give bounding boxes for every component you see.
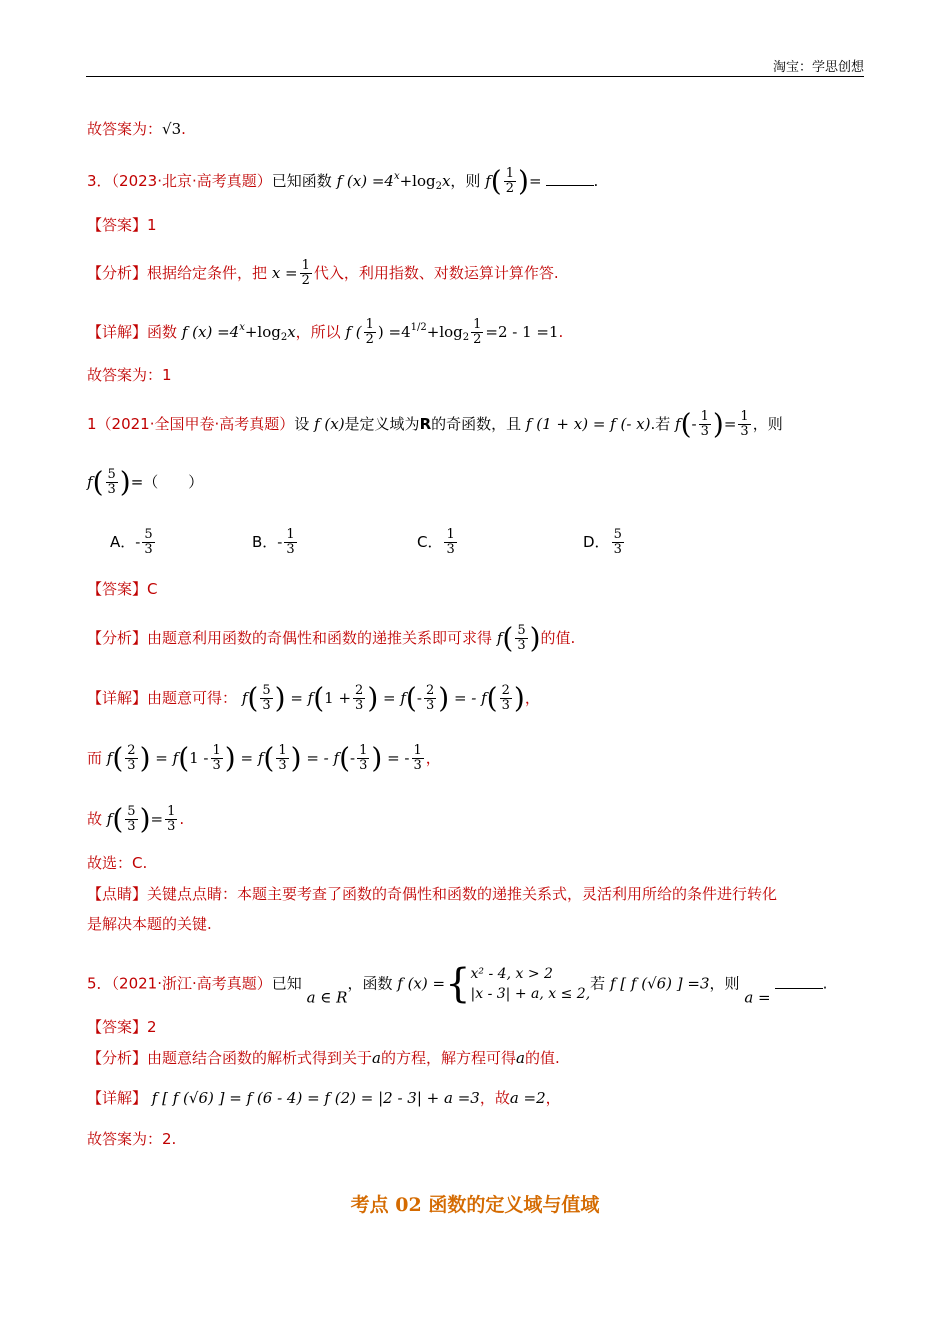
option-c[interactable]: C． $\frac{1}{3}$ — [417, 527, 455, 557]
header-text: 淘宝：学思创想 — [772, 60, 864, 75]
q5-analysis: 【分析】由题意结合函数的解析式得到关于a的方程，解方程可得a的值. — [87, 1049, 560, 1067]
question-number: 3． — [87, 172, 112, 190]
question-4-line2: f( $\frac{5}{3}$ )=（ ） — [87, 465, 204, 499]
section-title: 考点 02 函数的定义域与值域 — [350, 1194, 600, 1216]
option-a[interactable]: A．- $\frac{5}{3}$ — [110, 527, 153, 557]
q5-answer: 【答案】2 — [87, 1018, 157, 1036]
option-d[interactable]: D． $\frac{5}{3}$ — [583, 527, 622, 557]
question-3: 3．（2023·北京·高考真题）已知函数 f $(x) =4^x+\log_2x$，则 f( $\frac{1}{2}$ )= . — [87, 164, 599, 198]
piecewise-cases: x² - 4, x > 2 |x - 3| + a, x ≤ 2, — [470, 966, 591, 1002]
q4-analysis: 【分析】由题意利用函数的奇偶性和函数的递推关系即可求得 f( $\frac{5}{3}$ )的值. — [87, 621, 576, 655]
q4-detail-line3: 故 f( $\frac{5}{3}$ )= $\frac{1}{3}$ . — [87, 802, 185, 836]
q3-detail: 【详解】函数 f $(x) =4^x+\log_2x$，所以 f ( $\frac{1}{2}$ ) $=4^{1/2}+\log_2$ $\frac{1}{2}$ =2 - 1 =1. — [87, 317, 564, 347]
q3-analysis: 【分析】根据给定条件，把 x = $\frac{1}{2}$ 代入，利用指数、对数运算计算作答. — [87, 258, 559, 288]
question-4: 1（2021·全国甲卷·高考真题）设 f (x)是定义域为R的奇函数，且 f (1 + x) = f (- x).若 f(- $\frac{1}{3}$ )= $\frac{1}{3}$ ，则 — [87, 407, 783, 441]
q5-final: 故答案为：2. — [87, 1130, 177, 1148]
q4-detail-line2: 而 f( $\frac{2}{3}$ ) = f(1 - $\frac{1}{3}$ ) = f( $\frac{1}{3}$ ) = - f(- $\frac{1}{3}$ ) = - $\frac{1}{3}$ ， — [87, 741, 441, 775]
answer-line-sqrt3: 故答案为：√3. — [87, 120, 186, 138]
page-header — [86, 56, 864, 77]
q5-detail: 【详解】 f [ f (√6) ] = f (6 - 4) = f (2) = |2 - 3| + a =3，故a =2， — [87, 1089, 561, 1107]
q4-detail-line1: 【详解】由题意可得： f( $\frac{5}{3}$ ) = f(1 + $\frac{2}{3}$ ) = f(- $\frac{2}{3}$ ) = - f( $\frac{2}{3}$ )， — [87, 681, 540, 715]
question-source: （2023·北京·高考真题） — [111, 172, 272, 190]
q4-note-line2: 是解决本题的关键. — [87, 915, 212, 933]
question-5: 5．（2021·浙江·高考真题）已知 a ∈ R，函数 f (x) ={ x² - 4, x > 2 |x - 3| + a, x ≤ 2, 若 f [ f (√6) ] =3，则 a =. — [87, 961, 828, 1007]
answer-blank — [546, 185, 594, 186]
option-b[interactable]: B．- $\frac{1}{3}$ — [252, 527, 295, 557]
q4-answer: 【答案】C — [87, 580, 158, 598]
q3-final: 故答案为：1 — [87, 366, 172, 384]
q4-final: 故选：C. — [87, 854, 148, 872]
q4-note: 【点睛】关键点点睛：本题主要考查了函数的奇偶性和函数的递推关系式，灵活利用所给的条件进行转化 — [87, 885, 778, 903]
answer-blank — [775, 988, 823, 989]
fraction: $\frac{1}{2}$ — [505, 166, 514, 196]
q3-answer: 【答案】1 — [87, 216, 157, 234]
